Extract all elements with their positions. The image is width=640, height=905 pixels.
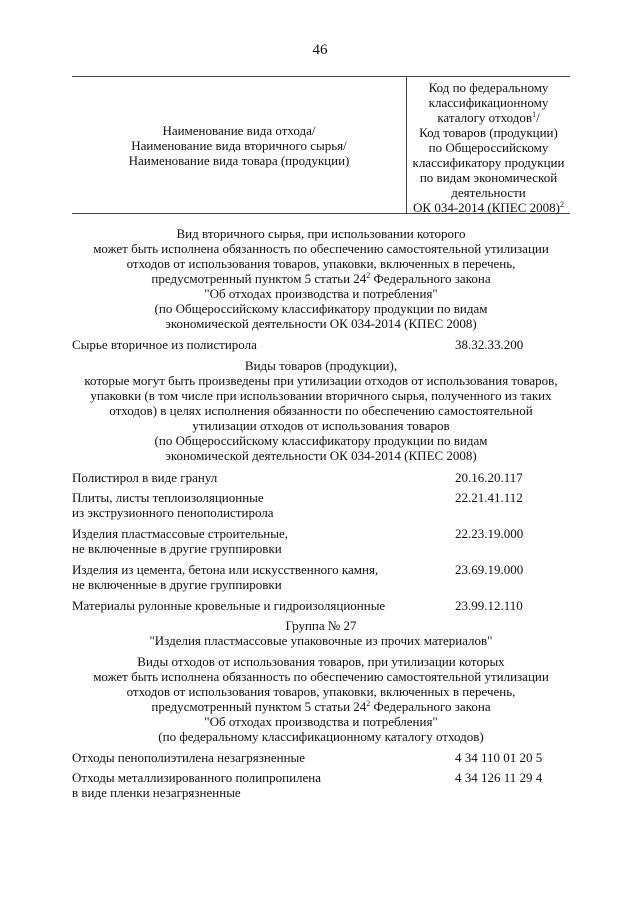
header-right-line [407,110,570,125]
section-heading-text: предусмотренный пунктом 5 статьи 24 [151,271,367,286]
section-heading-waste [72,654,570,744]
header-right-line: Код товаров (продукции) [419,125,558,140]
section-heading-line: может быть исполнена обязанность по обеспечению самостоятельной утилизации [93,241,549,256]
header-right-line: по видам экономической [419,170,558,185]
header-left-line: Наименование вида отхода/ [162,122,316,138]
header-left-column [72,77,406,213]
row-name-line: Сырье вторичное из полистирола [72,337,257,352]
row-name-line: в виде пленки незагрязненные [72,785,241,800]
group-subtitle: "Изделия пластмассовые упаковочные из прочих материалов" [149,633,493,648]
header-right-line: классификатору продукции [412,155,565,170]
header-right-column [407,80,570,215]
header-right-text: каталогу отходов [437,110,533,125]
header-left-line: Наименование вида вторичного сырья/ [131,137,347,153]
header-right-text: ОК 034-2014 (КПЕС 2008) [413,200,560,215]
header-right-line: классификационному [428,95,549,110]
header-right-line: Код по федеральному [428,80,549,95]
superscript: 2 [366,699,371,708]
section-heading-secondary-raw [72,226,570,331]
row-name [72,562,442,592]
row-name [72,337,442,352]
header-left-line: Наименование вида товара (продукции) [128,152,350,168]
section-heading-line: "Об отходах производства и потребления" [204,714,438,729]
row-code: 4 34 110 01 20 5 [455,750,543,765]
section-heading-line: отходов) в целях исполнения обязанности по обеспечению самостоятельной [109,403,533,418]
section-heading-line: экономической деятельности ОК 034-2014 (КПЕС 2008) [165,316,477,331]
row-name [72,490,442,520]
section-heading-line: которые могут быть произведены при утилизации отходов от использования товаров, [84,373,558,388]
row-name-line: Плиты, листы теплоизоляционные [72,490,264,505]
section-heading-text: Федерального закона [370,699,491,714]
row-name [72,770,442,800]
row-name [72,750,442,765]
section-heading-text: Федерального закона [370,271,491,286]
section-heading-line: (по Общероссийскому классификатору продукции по видам [154,301,488,316]
section-heading-line: отходов от использования товаров, упаковки, включенных в перечень, [126,256,516,271]
section-heading-line: Виды товаров (продукции), [244,358,398,373]
header-right-text: / [536,110,540,125]
section-heading-line: экономической деятельности ОК 034-2014 (КПЕС 2008) [165,448,477,463]
row-code: 20.16.20.117 [455,470,523,485]
section-heading-line: может быть исполнена обязанность по обеспечению самостоятельной утилизации [93,669,549,684]
header-right-line: деятельности [451,185,526,200]
row-name-line: не включенные в другие группировки [72,541,282,556]
section-heading-line: утилизации отходов от использования товаров [192,418,450,433]
page-number: 46 [312,42,328,58]
row-name [72,470,442,485]
section-heading-line: "Об отходах производства и потребления" [204,286,438,301]
section-heading-line: (по федеральному классификационному каталогу отходов) [158,729,484,744]
section-heading-line: (по Общероссийскому классификатору продукции по видам [154,433,488,448]
row-name-line: Полистирол в виде гранул [72,470,218,485]
header-right-line [407,200,570,215]
section-heading-text: предусмотренный пунктом 5 статьи 24 [151,699,367,714]
group-title: Группа № 27 [285,618,357,633]
footnote-marker: 2 [559,200,564,209]
row-name-line: из экструзионного пенополистирола [72,505,274,520]
row-code: 22.21.41.112 [455,490,523,505]
row-name-line: Материалы рулонные кровельные и гидроизоляционные [72,598,386,613]
row-name-line: Изделия из цемента, бетона или искусственного камня, [72,562,379,577]
row-name [72,526,442,556]
row-name [72,598,442,613]
row-name-line: Изделия пластмассовые строительные, [72,526,288,541]
table-header [72,76,570,214]
section-heading-line: Вид вторичного сырья, при использовании которого [176,226,466,241]
row-code: 38.32.33.200 [455,337,524,352]
row-name-line: не включенные в другие группировки [72,577,282,592]
row-code: 4 34 126 11 29 4 [455,770,543,785]
section-heading-products [72,358,570,463]
section-heading-line: упаковки (в том числе при использовании вторичного сырья, полученного из таких [90,388,552,403]
section-heading-line [72,699,570,714]
row-code: 23.69.19.000 [455,562,524,577]
section-heading-line: Виды отходов от использования товаров, при утилизации которых [137,654,505,669]
superscript: 2 [366,271,371,280]
row-code: 22.23.19.000 [455,526,524,541]
group-heading [72,618,570,648]
row-name-line: Отходы металлизированного полипропилена [72,770,322,785]
section-heading-line [72,271,570,286]
footnote-marker: 1 [532,110,537,119]
section-heading-line: отходов от использования товаров, упаковки, включенных в перечень, [126,684,516,699]
row-code: 23.99.12.110 [455,598,523,613]
header-right-line: по Общероссийскому [428,140,549,155]
row-name-line: Отходы пенополиэтилена незагрязненные [72,750,306,765]
